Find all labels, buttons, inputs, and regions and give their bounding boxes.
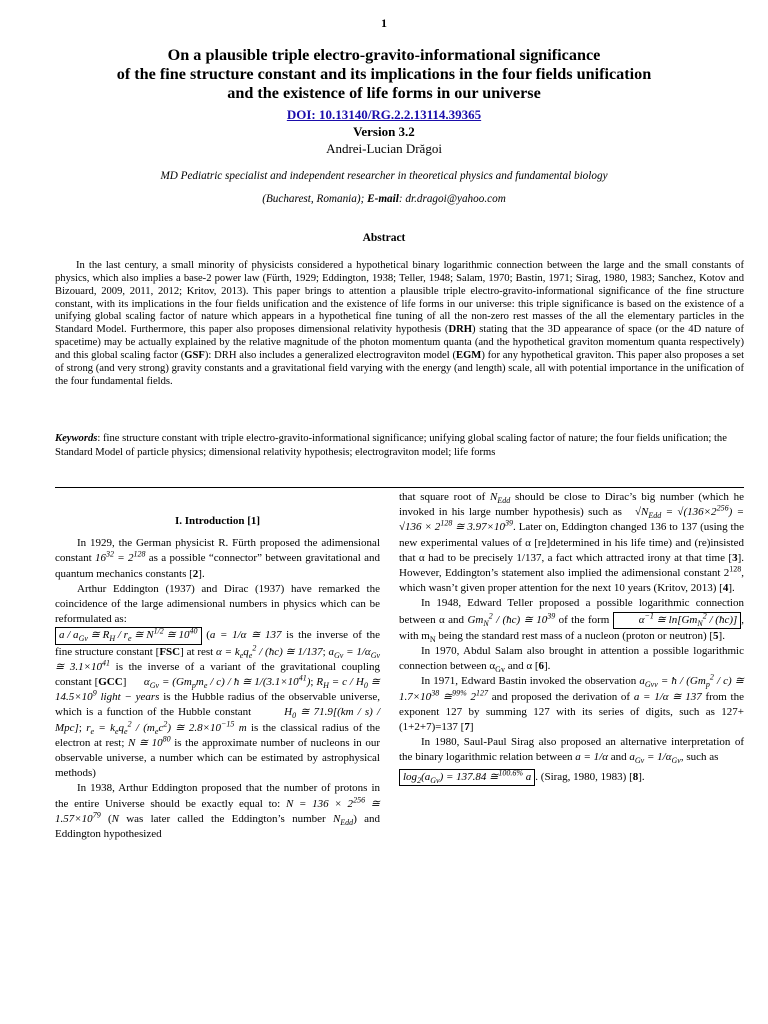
section-heading: I. Introduction [1] — [174, 515, 261, 527]
equation: $Gm_N^2$ / (ħc) ≅ $10^{39}$ — [467, 610, 556, 628]
equation: $R_H = c / H_0$ ≅ $14.5\times 10^9$ light − years — [55, 676, 380, 704]
keywords: Keywords: fine structure constant with triple electro-gravito-informational significance; unifying global scaling factor of nature; the four fields unification; the Standard Model of particle physics; dimensional relativity hypothesis; electrograviton model; life forms — [55, 433, 727, 458]
equation: $H_0$ ≅ 71.9[(km / s) / Mpc] — [55, 706, 381, 734]
paragraph: In 1929, the German physicist R. Fürth proposed the adimensional constant $16^{32} = 2^{128}$ as a possible “connector” between gravitational and quantum mechanics constants [2]. — [55, 537, 380, 580]
keywords-label: Keywords — [55, 433, 98, 444]
paper-title — [40, 46, 728, 103]
equation: $\alpha_{Gv} = (Gm_pm_e / c)$ / ħ ≅ $1/(3.1\times 10^{41})$ — [143, 673, 311, 691]
doi-link[interactable]: DOI: 10.13140/RG.2.2.13114.39365 — [286, 107, 482, 122]
affiliation-line: MD Pediatric specialist and independent researcher in theoretical physics and fundamental biology — [160, 170, 608, 182]
paragraph: In 1938, Arthur Eddington proposed that the number of protons in the entire Universe should be exactly equal to: $N = 136 \times 2^{256}$ ≅ $1.57\times 10^{79}$ (N was later called the Eddington’s number $N_{Edd}$) and Eddington hypothesized — [55, 782, 381, 841]
left-column — [55, 496, 380, 842]
equation-box: a / $a_{Gv}$ ≅ $R_H / r_e$ ≅ $N^{1/2}$ ≅ $10^{40}$ — [55, 627, 202, 644]
version-label: Version 3.2 — [353, 124, 415, 139]
paragraph: In 1948, Edward Teller proposed a possible logarithmic connection between α and $Gm_N^2$ / (ħc) ≅ $10^{39}$ of the form $\alpha^{-1}$ ≅ $\ln[Gm_N^2$ / (ħc)] , with $m_N$ being the standard rest mass of a nucleon (proton or neutron) [5]. — [399, 597, 745, 645]
abstract-body: In the last century, a small minority of physicists considered a hypothetical binary logarithmic connection between the large and the small constants of physics, which also implies a base-2 power law (Fürth, 1929; Eddington, 1938; Teller, 1948; Salam, 1970; Bastin, 1971; Sirag, 1980, 1983; Sanchez, Kotov and Bizouard, 2009, 2011, 2012; Kritov, 2013). This paper brings to attention a plausible triple electro-gravito-informational significance of the fine structure constant, with its implications in the four fields unification and the existence of life forms in our universe: this triple significance is based on the existence of a unifying global scaling factor of nature which appears in a hypothetical fine tuning of all the non-zero rest masses of the all the elementary particles in the Standard Model. Furthermore, this paper also proposes dimensional relativity hypothesis (DRH) stating that the 3D appearance of space (or the 4D nature of spacetime) may be actually explained by the relative magnitude of the photon momentum quanta (and the hypothetical graviton momentum quanta respectively) and this global scaling factor (GSF): DRH also includes a generalized electrograviton model (EGM) for any hypothetical graviton. This paper also proposes a set of strong (and very strong) gravity constants and a gravitational field varying with the energy (and length) scale, all with potential importance in the unification of the four fundamental fields. — [55, 260, 745, 387]
paragraph: In 1980, Saul-Paul Sirag also proposed an alternative interpretation of the binary logarithmic relation between a = 1/α and $a_{Gv} = 1/\alpha_{Gv}$, such as — [399, 736, 744, 766]
affiliation-contact: (Bucharest, Romania); E-mail: dr.dragoi@yahoo.com — [262, 193, 506, 205]
equation: $N = 136 \times 2^{256}$ ≅ $1.57\times 10^{79}$ — [55, 795, 381, 825]
title-line: of the fine structure constant and its implications in the four fields unification — [116, 65, 652, 83]
equation: $√N_{Edd} = √(136\times 2^{256}) = √136 \times 2^{128}$ ≅ $3.97\times 10^{39}$ — [399, 503, 745, 534]
title-line: and the existence of life forms in our universe — [227, 84, 541, 102]
equation-box: $\alpha^{-1}$ ≅ $\ln[Gm_N^2$ / (ħc)] — [613, 612, 742, 629]
page-number: 1 — [381, 16, 387, 30]
equation: $r_e = k_eq_e^2 / (m_ec^2)$ ≅ $2.8\times 10^{-15}$ m — [86, 718, 247, 736]
equation: $\alpha = k_eq_e^2$ / (ħc) ≅ 1/137 — [216, 642, 323, 660]
paragraph: a / $a_{Gv}$ ≅ $R_H / r_e$ ≅ $N^{1/2}$ ≅ $10^{40}$ (a = 1/α ≅ 137 is the inverse of the fine structure constant [FSC] at rest $\alpha = k_eq_e^2$ / (ħc) ≅ 1/137; $a_{Gv} = 1/\alpha_{Gv}$ ≅ $3.1\times 10^{41}$ is the inverse of a variant of the gravitational coupling constant [GCC] $\alpha_{Gv} = (Gm_pm_e / c)$ / ħ ≅ $1/(3.1\times 10^{41})$; $R_H = c / H_0$ ≅ $14.5\times 10^9$ light − years is the Hubble radius of the observable universe, which is a function of the Hubble constant $H_0$ ≅ 71.9[(km / s) / Mpc]; $r_e = k_eq_e^2 / (m_ec^2)$ ≅ $2.8\times 10^{-15}$ m is the classical radius of the electron at rest; N ≅ $10^{80}$ is the approximate number of nucleons in our observable universe, a number which can be estimated by astrophysical methods) — [55, 626, 381, 780]
affiliation — [40, 165, 728, 211]
paragraph: that square root of $N_{Edd}$ should be close to Dirac’s big number (which he invoked in his large number hypothesis) such as $√N_{Edd} = √(136\times 2^{256}) = √136 \times 2^{128}$ ≅ $3.97\times 10^{39}$. Later on, Eddington changed 136 to 137 (using the new experimental values of α [re]determined in his life time) and (re)insisted that α had to be precisely 1/137, a fact which attracted irony at that time [3]. However, Eddington’s statement also implied the adimensional constant $2^{128}$, which wasn’t given proper attention for the next 10 years (Kritov, 2013) [4]. — [399, 491, 745, 595]
equation-box: $\log_2(a_{Gv}) = 137.84$ ≅$^{100.6\%}$ a — [399, 769, 535, 786]
equation: $a_{Gvv}$ = ħ / $(Gm_p^2 / c)$ ≅ $1.7\times 10^{38}$ ≅$^{99\%}$ $2^{127}$ — [399, 672, 745, 703]
divider — [55, 487, 744, 488]
email-address: : dr.dragoi@yahoo.com — [398, 193, 506, 205]
paragraph: $\log_2(a_{Gv}) = 137.84$ ≅$^{100.6\%}$ a . (Sirag, 1980, 1983) [8]. — [399, 769, 744, 786]
title-line: On a plausible triple electro-gravito-informational significance — [167, 46, 601, 64]
paragraph: Arthur Eddington (1937) and Dirac (1937) have remarked the coincidence of the large adimensional numbers in physics which can be reformulated as: — [55, 582, 380, 626]
email-label: E-mail — [367, 193, 399, 205]
right-column — [399, 490, 744, 786]
author-name: Andrei-Lucian Drăgoi — [326, 141, 442, 156]
paragraph: In 1971, Edward Bastin invoked the observation $a_{Gvv}$ = ħ / $(Gm_p^2 / c)$ ≅ $1.7\times 10^{38}$ ≅$^{99\%}$ $2^{127}$ and proposed the derivation of a = 1/α ≅ 137 from the exponent 127 by summing 127 with its series of digits, such as 127+(1+2+7)=137 [7] — [399, 672, 745, 734]
abstract-heading: Abstract — [362, 232, 406, 244]
paragraph: In 1970, Abdul Salam also brought in attention a possible logarithmic connection between $\alpha_{Gv}$ and α [6]. — [399, 645, 744, 675]
equation: $16^{32} = 2^{128}$ — [94, 549, 146, 565]
equation: $a_{Gv} = 1/\alpha_{Gv}$ ≅ $3.1\times 10^{41}$ — [55, 645, 381, 673]
doi-line — [0, 107, 768, 123]
